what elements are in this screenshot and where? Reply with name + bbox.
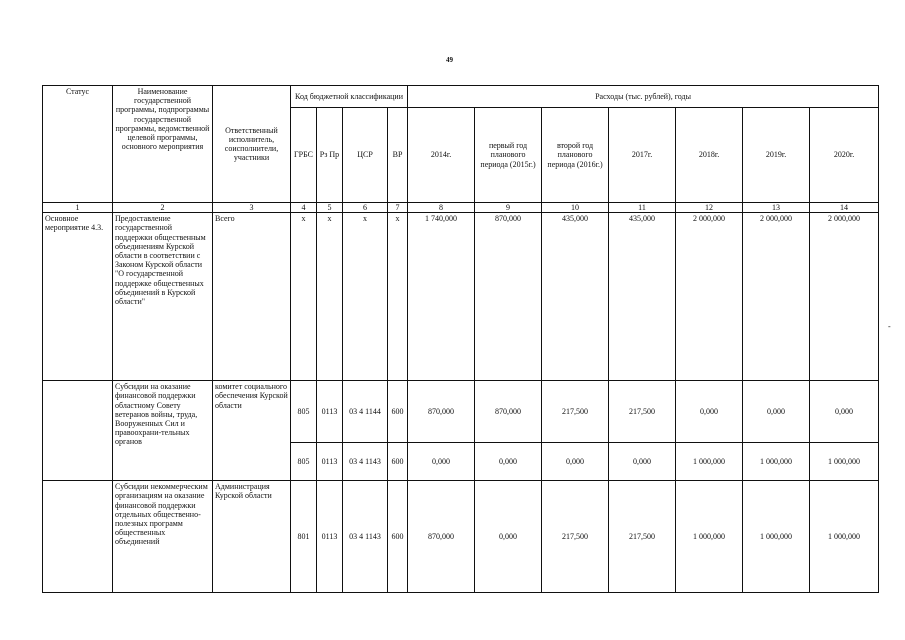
row-name: Субсидии на оказание финансовой поддержки областному Совету ветеранов войны, труда, Вооруженных Сил и правоохрани-тельных органов xyxy=(113,381,213,481)
cell-value-2014: 1 740,000 xyxy=(408,213,475,381)
header-year-2014: 2014г. xyxy=(408,108,475,203)
cell-csr: 03 4 1143 xyxy=(343,443,388,481)
column-number: 9 xyxy=(475,203,542,213)
cell-value-2016: 217,500 xyxy=(542,481,609,593)
cell-value-2018: 1 000,000 xyxy=(676,481,743,593)
cell-rzpr: 0113 xyxy=(317,481,343,593)
cell-value-2016: 435,000 xyxy=(542,213,609,381)
cell-value-2019: 1 000,000 xyxy=(743,443,810,481)
cell-rzpr: 0113 xyxy=(317,443,343,481)
cell-csr: 03 4 1144 xyxy=(343,381,388,443)
column-number: 8 xyxy=(408,203,475,213)
row-status: Основное мероприятие 4.3. xyxy=(43,213,113,381)
cell-value-2016: 0,000 xyxy=(542,443,609,481)
cell-value-2014: 870,000 xyxy=(408,481,475,593)
cell-value-2017: 435,000 xyxy=(609,213,676,381)
header-name: Наименование государственной программы, подпрограммы государственной программы, ведомственной целевой программы, основного мероприятия xyxy=(113,86,213,203)
column-number: 2 xyxy=(113,203,213,213)
header-executor: Ответственный исполнитель, соисполнители, участники xyxy=(213,86,291,203)
cell-vr: 600 xyxy=(388,443,408,481)
header-year-2015: первый год планового периода (2015г.) xyxy=(475,108,542,203)
table-row xyxy=(43,481,879,593)
cell-vr: x xyxy=(388,213,408,381)
header-expenses: Расходы (тыс. рублей), годы xyxy=(408,86,879,108)
column-number: 14 xyxy=(810,203,879,213)
column-number: 11 xyxy=(609,203,676,213)
column-number: 12 xyxy=(676,203,743,213)
cell-value-2018: 1 000,000 xyxy=(676,443,743,481)
cell-value-2015: 0,000 xyxy=(475,481,542,593)
column-number: 1 xyxy=(43,203,113,213)
cell-value-2015: 0,000 xyxy=(475,443,542,481)
cell-rzpr: x xyxy=(317,213,343,381)
cell-grbs: 805 xyxy=(291,381,317,443)
column-number: 6 xyxy=(343,203,388,213)
column-number: 10 xyxy=(542,203,609,213)
cell-vr: 600 xyxy=(388,481,408,593)
cell-value-2014: 870,000 xyxy=(408,381,475,443)
cell-value-2015: 870,000 xyxy=(475,381,542,443)
cell-value-2018: 2 000,000 xyxy=(676,213,743,381)
table-row xyxy=(43,213,879,381)
cell-value-2020: 1 000,000 xyxy=(810,443,879,481)
column-number: 3 xyxy=(213,203,291,213)
cell-csr: x xyxy=(343,213,388,381)
budget-table xyxy=(42,85,879,593)
column-number: 7 xyxy=(388,203,408,213)
header-year-2018: 2018г. xyxy=(676,108,743,203)
header-year-2019: 2019г. xyxy=(743,108,810,203)
cell-value-2017: 217,500 xyxy=(609,481,676,593)
cell-value-2019: 0,000 xyxy=(743,381,810,443)
row-executor: Всего xyxy=(213,213,291,381)
row-status xyxy=(43,481,113,593)
cell-csr: 03 4 1143 xyxy=(343,481,388,593)
page-number: 49 xyxy=(446,56,453,64)
cell-rzpr: 0113 xyxy=(317,381,343,443)
header-year-2017: 2017г. xyxy=(609,108,676,203)
cell-value-2014: 0,000 xyxy=(408,443,475,481)
header-year-2020: 2020г. xyxy=(810,108,879,203)
cell-grbs: 805 xyxy=(291,443,317,481)
header-rzpr: Рз Пр xyxy=(317,108,343,203)
header-status: Статус xyxy=(43,86,113,203)
row-executor: комитет социального обеспечения Курской области xyxy=(213,381,291,481)
column-number-row xyxy=(43,203,879,213)
stray-mark: - xyxy=(888,322,891,331)
header-grbs: ГРБС xyxy=(291,108,317,203)
cell-value-2020: 1 000,000 xyxy=(810,481,879,593)
header-vr: ВР xyxy=(388,108,408,203)
header-csr: ЦСР xyxy=(343,108,388,203)
cell-value-2020: 0,000 xyxy=(810,381,879,443)
cell-value-2019: 1 000,000 xyxy=(743,481,810,593)
cell-value-2017: 0,000 xyxy=(609,443,676,481)
column-number: 13 xyxy=(743,203,810,213)
column-number: 5 xyxy=(317,203,343,213)
cell-value-2018: 0,000 xyxy=(676,381,743,443)
row-name: Субсидии некоммерческим организациям на оказание финансовой поддержки отдельных общественно-полезных программ общественных объединений xyxy=(113,481,213,593)
cell-grbs: x xyxy=(291,213,317,381)
header-budget-code: Код бюджетной классификации xyxy=(291,86,408,108)
row-executor: Администрация Курской области xyxy=(213,481,291,593)
cell-grbs: 801 xyxy=(291,481,317,593)
row-status xyxy=(43,381,113,481)
cell-value-2019: 2 000,000 xyxy=(743,213,810,381)
cell-value-2015: 870,000 xyxy=(475,213,542,381)
cell-value-2016: 217,500 xyxy=(542,381,609,443)
header-year-2016: второй год планового периода (2016г.) xyxy=(542,108,609,203)
cell-value-2017: 217,500 xyxy=(609,381,676,443)
column-number: 4 xyxy=(291,203,317,213)
row-name: Предоставление государственной поддержки общественным объединениям Курской области в соответствии с Законом Курской области "О государственной поддержке общественных объединений в Курской области" xyxy=(113,213,213,381)
cell-value-2020: 2 000,000 xyxy=(810,213,879,381)
table-row xyxy=(43,381,879,443)
cell-vr: 600 xyxy=(388,381,408,443)
